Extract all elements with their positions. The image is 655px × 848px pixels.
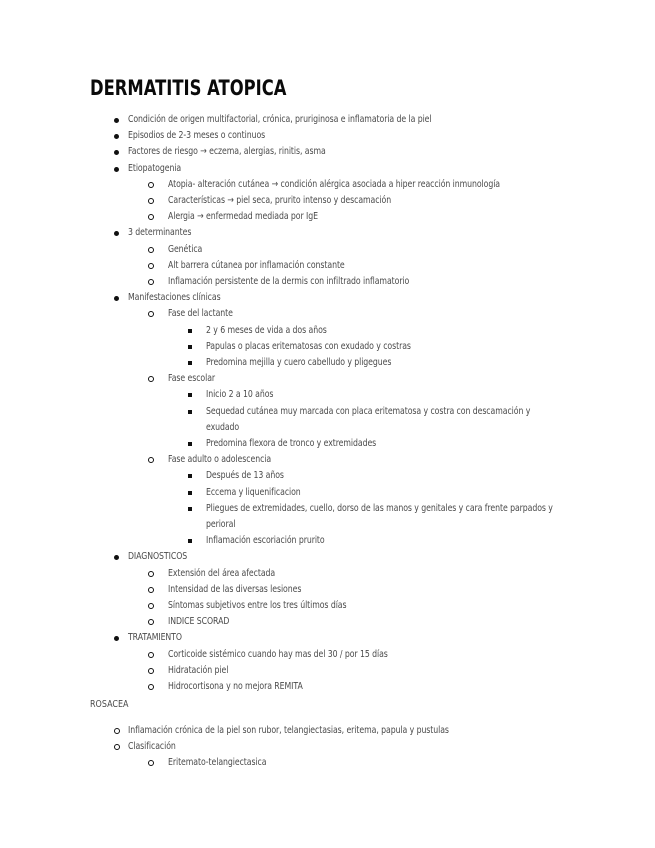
- list-item-text: Intensidad de las diversas lesiones: [168, 583, 302, 595]
- list-item-text: Inflamación persistente de la dermis con infiltrado inflamatorio: [168, 276, 410, 287]
- list-item-text: Eccema y liquenificacion: [206, 486, 301, 498]
- list-item-text: Clasificación: [128, 741, 176, 753]
- list-item-text: Fase escolar: [168, 373, 216, 385]
- list-item-text: Episodios de 2-3 meses o continuos: [128, 130, 266, 142]
- list-item-text: Fase del lactante: [168, 308, 233, 320]
- list-item-text: Factores de riesgo → eczema, alergias, rinitis, asma: [128, 146, 326, 158]
- list-item-text: Hidrocortisona y no mejora REMITA: [168, 681, 303, 692]
- list-item-text: Sequedad cutánea muy marcada con placa eritematosa y costra con descamación y: [206, 405, 531, 417]
- list-item-text: INDICE SCORAD: [168, 616, 230, 628]
- list-item-text: Eritemato-telangiectasica: [168, 757, 267, 769]
- list-item-text: 3 determinantes: [128, 227, 192, 239]
- list-item-continuation: perioral: [206, 519, 236, 530]
- list-item-text: Pliegues de extremidades, cuello, dorso de las manos y genitales y cara frente parpados y: [206, 502, 553, 514]
- list-item-text: DIAGNOSTICOS: [128, 551, 188, 563]
- list-item-text: Extensión del área afectada: [168, 567, 276, 579]
- list-item-text: Alergia → enfermedad mediada por IgE: [168, 211, 318, 223]
- list-item-continuation: exudado: [206, 421, 240, 433]
- list-item-text: Corticoide sistémico cuando hay mas del 30 / por 15 días: [168, 648, 388, 660]
- list-item-text: Síntomas subjetivos entre los tres últimos días: [168, 600, 347, 611]
- list-item-text: Papulas o placas eritematosas con exudado y costras: [206, 340, 411, 352]
- list-item-text: Etiopatogenia: [128, 162, 182, 174]
- list-item-text: Inicio 2 a 10 años: [206, 389, 274, 401]
- list-item-text: Después de 13 años: [206, 470, 284, 482]
- list-item-text: Predomina flexora de tronco y extremidades: [206, 438, 377, 449]
- section-heading-rosacea: ROSACEA: [90, 699, 129, 710]
- list-item-text: Inflamación escoriación prurito: [206, 535, 325, 547]
- list-item-text: Predomina mejilla y cuero cabelludo y pligegues: [206, 357, 392, 368]
- list-item-text: Genética: [168, 243, 203, 255]
- page-title: DERMATITIS ATOPICA: [90, 76, 287, 100]
- list-item-text: Fase adulto o adolescencia: [168, 454, 272, 466]
- list-item-text: Atopia- alteración cutánea → condición alérgica asociada a hiper reacción inmunología: [168, 178, 501, 190]
- list-item-text: Hidratación piel: [168, 664, 229, 676]
- list-item-text: Manifestaciones clínicas: [128, 292, 221, 304]
- list-item-text: 2 y 6 meses de vida a dos años: [206, 324, 327, 336]
- list-item-text: Condición de origen multifactorial, crónica, pruriginosa e inflamatoria de la piel: [128, 114, 432, 125]
- list-item-text: TRATAMIENTO: [128, 632, 182, 644]
- list-item-text: Alt barrera cútanea por inflamación constante: [168, 259, 345, 271]
- list-item-text: Inflamación crónica de la piel son rubor, telangiectasias, eritema, papula y pustulas: [128, 725, 449, 736]
- list-item-text: Características → piel seca, prurito intenso y descamación: [168, 195, 392, 206]
